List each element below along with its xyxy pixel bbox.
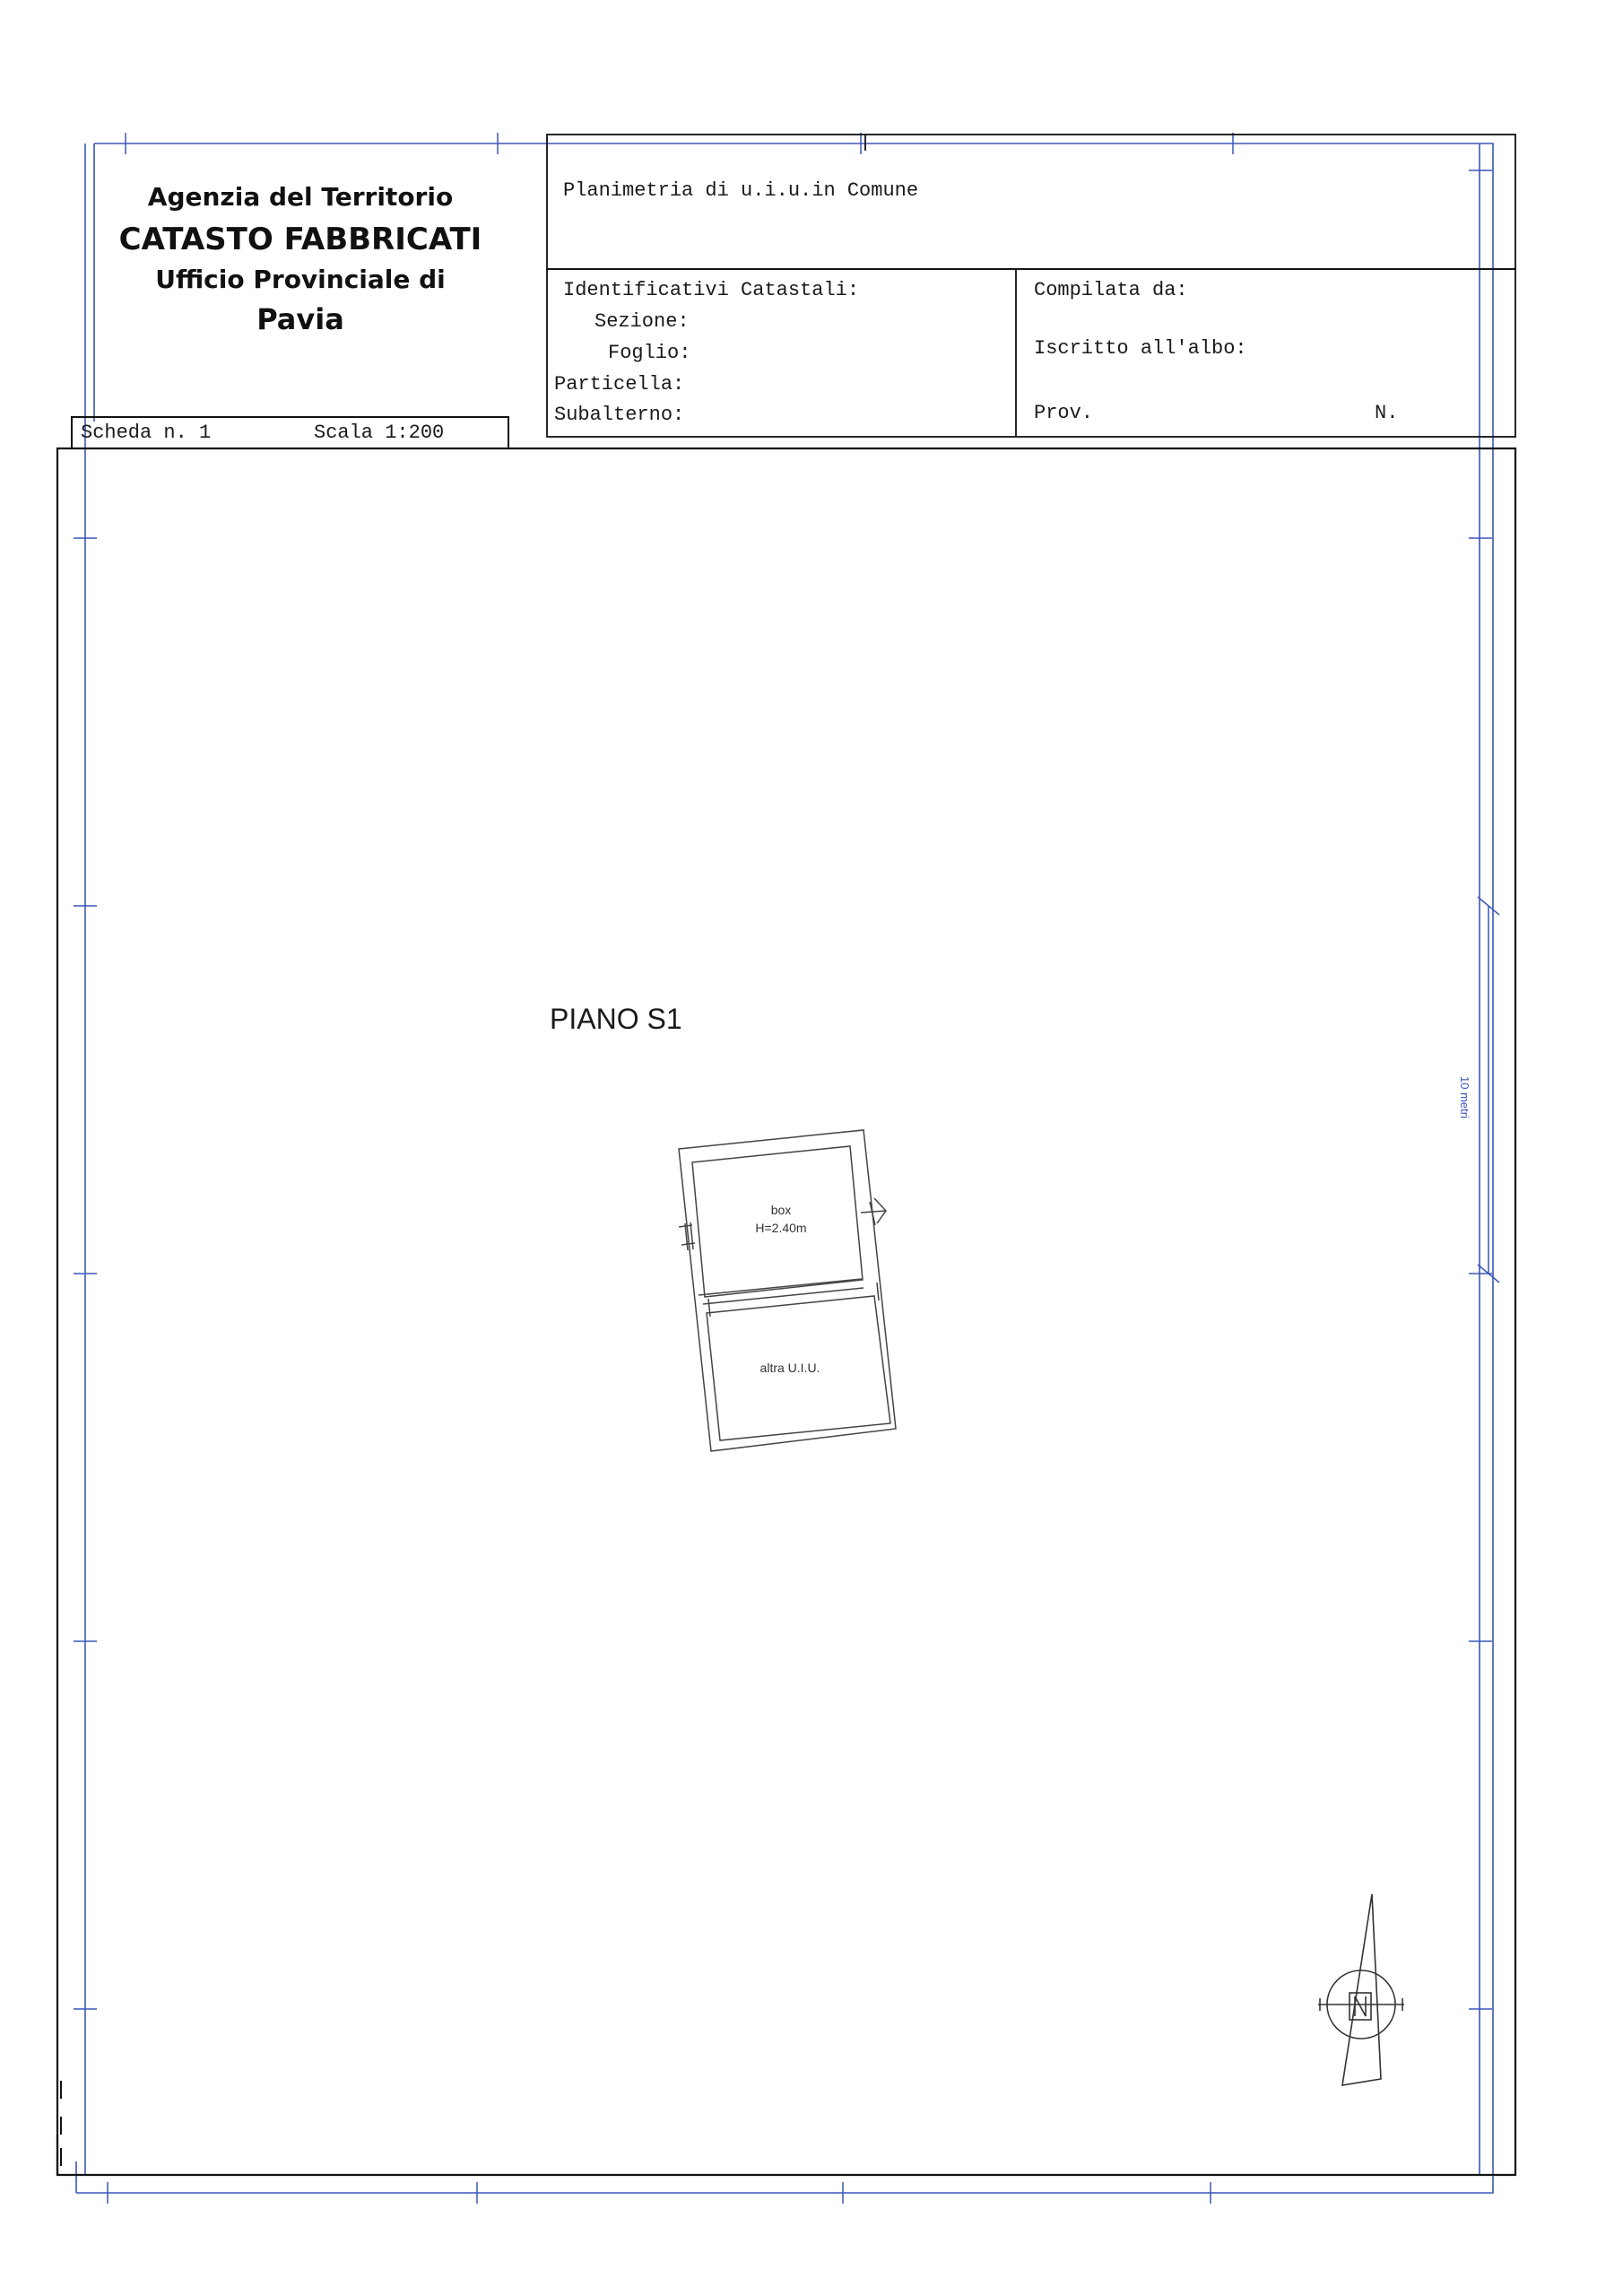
iscritto-label: Iscritto all'albo: <box>1034 337 1247 360</box>
n-label: N. <box>1375 402 1399 424</box>
room-other-unit: altra U.I.U. <box>759 1361 820 1375</box>
planimetria-title: Planimetria di u.i.u.in Comune <box>563 179 919 202</box>
scheda-label: Scheda n. 1 <box>81 422 212 444</box>
side-scale-label: 10 metri <box>1458 1076 1471 1118</box>
province-name: Pavia <box>256 302 344 336</box>
floor-label: PIANO S1 <box>550 1003 682 1035</box>
office-label: Ufficio Provinciale di <box>155 265 446 294</box>
prov-label: Prov. <box>1034 402 1094 424</box>
identificativi-label: Identificativi Catastali: <box>563 279 860 301</box>
subalterno-label: Subalterno: <box>554 404 685 426</box>
foglio-label: Foglio: <box>608 342 691 364</box>
particella-label: Particella: <box>554 373 685 396</box>
room-box-height: H=2.40m <box>755 1221 807 1235</box>
catasto-title: CATASTO FABBRICATI <box>118 222 482 257</box>
sezione-label: Sezione: <box>595 310 690 333</box>
agency-name: Agenzia del Territorio <box>147 182 454 212</box>
compilata-label: Compilata da: <box>1034 279 1188 301</box>
room-box-name: box <box>770 1203 792 1217</box>
scala-label: Scala 1:200 <box>314 422 445 444</box>
